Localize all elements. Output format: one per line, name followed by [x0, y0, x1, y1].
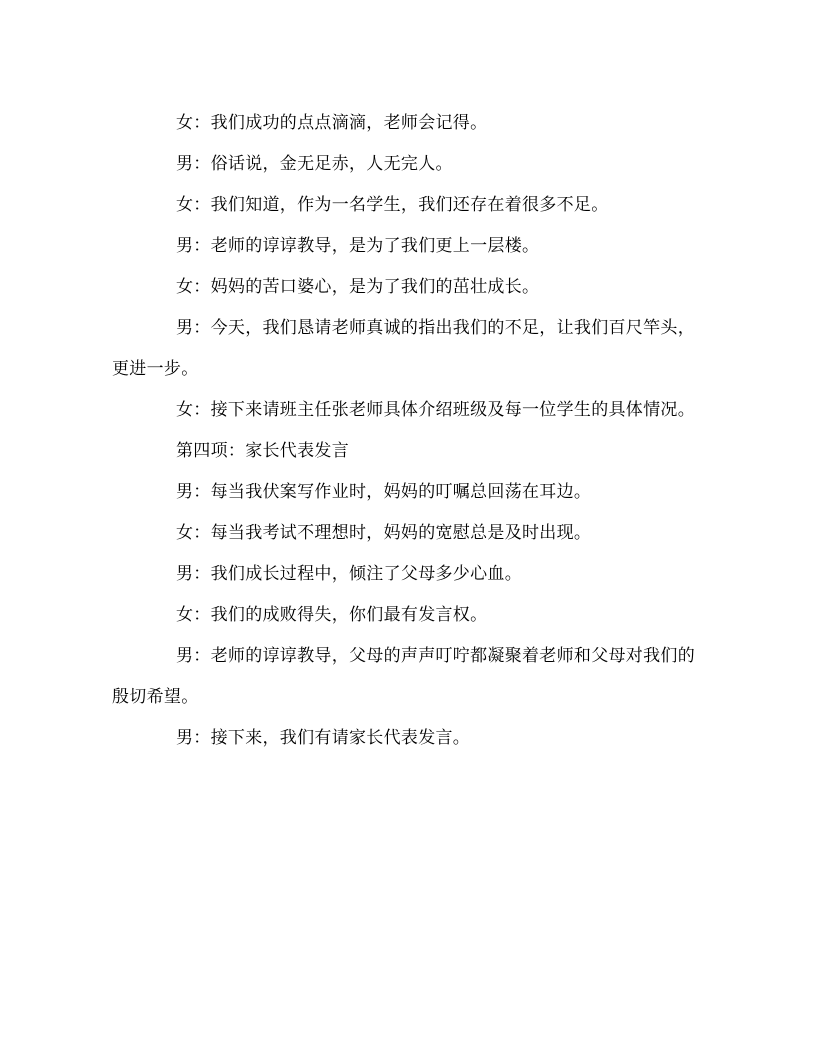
paragraph-13: 男：接下来，我们有请家长代表发言。 [176, 728, 471, 748]
paragraph-3: 女：我们知道，作为一名学生，我们还存在着很多不足。 [176, 195, 609, 215]
paragraph-4: 男：老师的谆谆教导，是为了我们更上一层楼。 [176, 236, 540, 256]
paragraph-6: 男：今天，我们恳请老师真诚的指出我们的不足，让我们百尺竿头，更进一步。 [112, 318, 695, 379]
paragraph-10: 男：我们成长过程中，倾注了父母多少心血。 [176, 564, 522, 584]
paragraph-12: 男：老师的谆谆教导，父母的声声叮咛都凝聚着老师和父母对我们的殷切希望。 [112, 646, 695, 707]
document-body [112, 103, 704, 759]
paragraph-9: 女：每当我考试不理想时，妈妈的宽慰总是及时出现。 [176, 523, 592, 543]
paragraph-5: 女：妈妈的苦口婆心，是为了我们的茁壮成长。 [176, 277, 540, 297]
paragraph-8: 男：每当我伏案写作业时，妈妈的叮嘱总回荡在耳边。 [176, 482, 592, 502]
paragraph-7: 女：接下来请班主任张老师具体介绍班级及每一位学生的具体情况。 [176, 400, 695, 420]
paragraph-11: 女：我们的成败得失，你们最有发言权。 [176, 605, 488, 625]
section-heading: 第四项：家长代表发言 [176, 441, 349, 461]
paragraph-2: 男：俗话说，金无足赤，人无完人。 [176, 154, 453, 174]
paragraph-1: 女：我们成功的点点滴滴，老师会记得。 [176, 113, 488, 133]
